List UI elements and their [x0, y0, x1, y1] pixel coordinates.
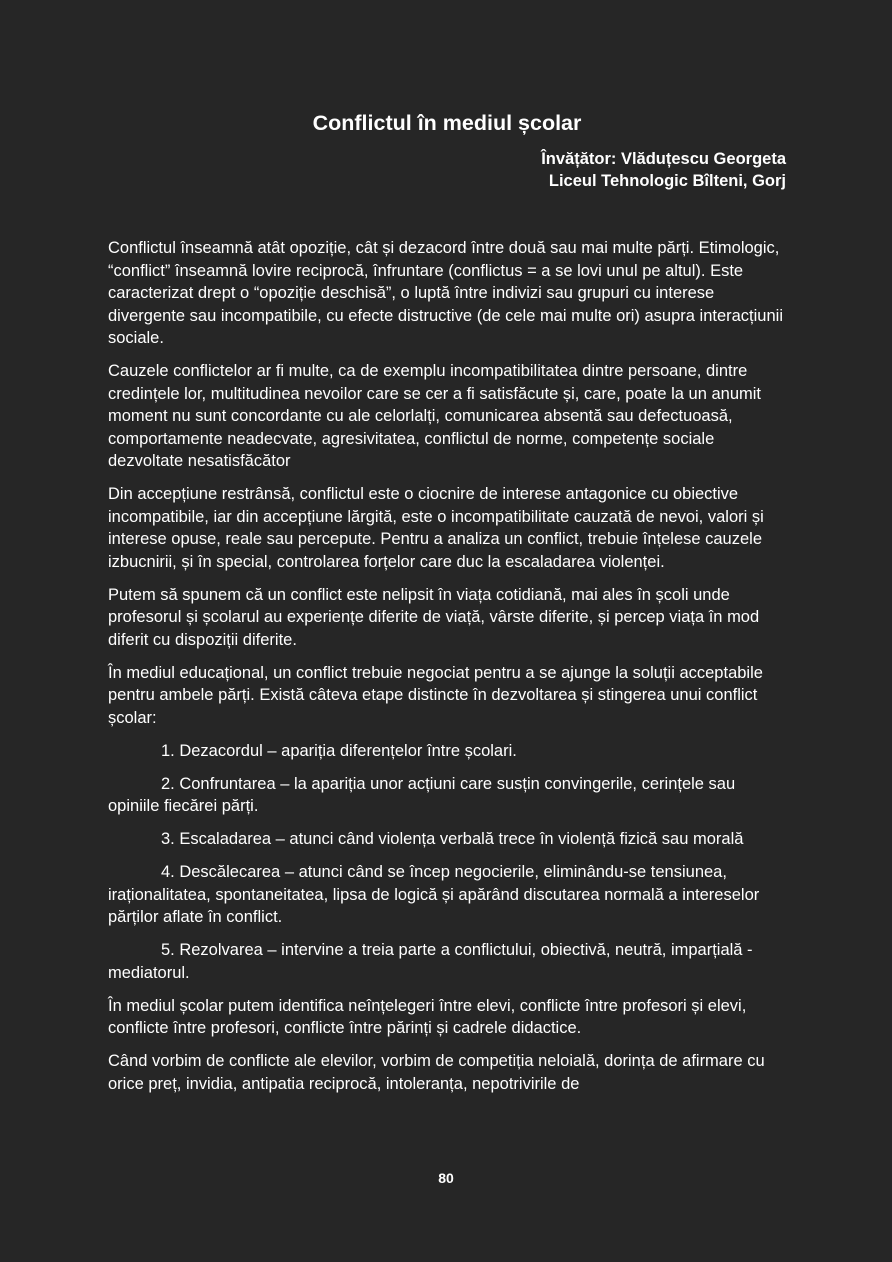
paragraph-causes: Cauzele conflictelor ar fi multe, ca de exemplu incompatibilitatea dintre persoane, dintre credințele lor, multitudinea nevoilor care se cer a fi satisfăcute și, care, poate la un anumit moment nu sunt concordante cu ale celorlalți, comunicarea absentă sau defectuoasă, comportamente neadecvate, agresivitatea, conflictul de norme, competențe sociale dezvoltate nesatisfăcător [108, 362, 762, 470]
paragraph-educational: În mediul educațional, un conflict trebuie negociat pentru a se ajunge la soluții acceptabile pentru ambele părți. Există câteva etape distincte în dezvoltarea și stingerea unui conflict școlar: [108, 663, 763, 727]
paragraph-acceptance: Din accepțiune restrânsă, conflictul este o ciocnire de interese antagonice cu obiective incompatibile, iar din accepțiune lărgită, este o incompatibilitate cauzată de nevoi, valori și interese opuse, reale sau percepute. Pentru a analiza un conflict, trebuie înțelese cauzele izbucnirii, și în special, controlarea forțelor care duc la escaladarea violenței. [108, 485, 764, 571]
paragraph-definition: Conflictul înseamnă atât opoziție, cât și dezacord între două sau mai multe părți. Etimologic, “conflict” înseamnă lovire reciprocă, înfruntare (conflictus = a se lovi unul pe altul). Este caracterizat drept o “opoziție deschisă”, o luptă între indivizi sau grupuri cu interese divergente sau incompatibile, cu efecte distructive (de cele mai multe ori) asupra interacțiunii sociale. [108, 239, 783, 347]
stage-item: 2. Confruntarea – la apariția unor acțiuni care susțin convingerile, cerințele sau opiniile fiecărei părți. [108, 774, 736, 815]
document-title: Conflictul în mediul școlar [312, 111, 582, 135]
paragraph-school-conflicts: În mediul școlar putem identifica neînțelegeri între elevi, conflicte între profesori și elevi, conflicte între profesori, conflicte între părinți și cadrele didactice. [108, 996, 747, 1037]
stage-item: 1. Dezacordul – apariția diferențelor între școlari. [161, 741, 517, 760]
paragraph-student-conflicts: Când vorbim de conflicte ale elevilor, vorbim de competiția neloială, dorința de afirmare cu orice preț, invidia, antipatia reciprocă, intoleranța, nepotrivirile de [108, 1052, 765, 1093]
page-number: 80 [438, 1170, 454, 1186]
document-page [108, 108, 786, 1106]
paragraph-daily-life: Putem să spunem că un conflict este nelipsit în viața cotidiană, mai ales în școli unde profesorul și școlarul au experiențe diferite de viață, vârste diferite, și percep viața în mod diferit cu dispoziții diferite. [108, 585, 760, 649]
document-body [108, 237, 786, 1095]
stage-item: 5. Rezolvarea – intervine a treia parte a conflictului, obiectivă, neutră, imparțială -mediatorul. [108, 941, 753, 982]
author-line: Învățător: Vlăduțescu Georgeta [541, 150, 786, 168]
stage-item: 3. Escaladarea – atunci când violența verbală trece în violență fizică sau morală [161, 830, 744, 848]
stage-item: 4. Descălecarea – atunci când se încep negocierile, eliminându-se tensiunea, iraționalitatea, spontaneitatea, lipsa de logică și apărând discutarea normală a intereselor părților aflate în conflict. [108, 863, 760, 926]
school-line: Liceul Tehnologic Bîlteni, Gorj [548, 172, 786, 190]
